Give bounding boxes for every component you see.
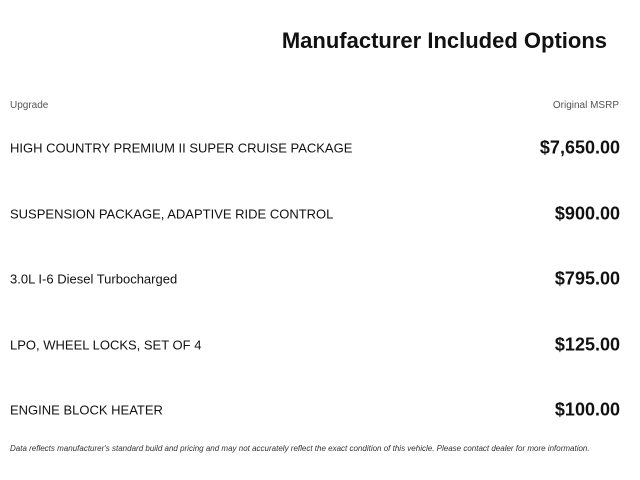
option-row bbox=[10, 136, 620, 160]
option-row bbox=[10, 398, 620, 422]
option-row bbox=[10, 333, 620, 357]
disclaimer-text: Data reflects manufacturer's standard build and pricing and may not accurately reflect the exact condition of this vehicle. Please contact dealer for more information. bbox=[10, 444, 590, 453]
option-name: HIGH COUNTRY PREMIUM II SUPER CRUISE PACKAGE bbox=[10, 140, 353, 156]
page-title: Manufacturer Included Options bbox=[281, 28, 607, 53]
option-price: $900.00 bbox=[554, 203, 620, 224]
option-price: $100.00 bbox=[554, 399, 620, 420]
msrp-column-header: Original MSRP bbox=[552, 100, 619, 111]
option-row bbox=[10, 202, 620, 226]
option-price: $125.00 bbox=[554, 334, 620, 355]
upgrade-column-header: Upgrade bbox=[10, 100, 49, 111]
option-price: $7,650.00 bbox=[539, 137, 620, 158]
option-name: 3.0L I-6 Diesel Turbocharged bbox=[10, 271, 178, 287]
option-row bbox=[10, 267, 620, 291]
option-price: $795.00 bbox=[554, 268, 620, 289]
option-name: ENGINE BLOCK HEATER bbox=[10, 402, 163, 418]
option-name: SUSPENSION PACKAGE, ADAPTIVE RIDE CONTROL bbox=[10, 206, 334, 222]
option-name: LPO, WHEEL LOCKS, SET OF 4 bbox=[10, 337, 202, 353]
